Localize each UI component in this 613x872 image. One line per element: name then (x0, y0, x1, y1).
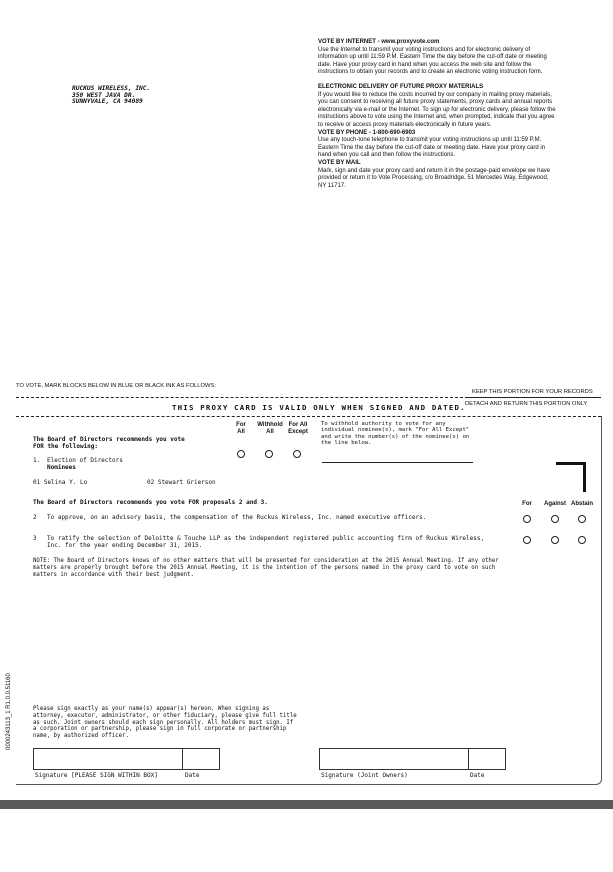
item2-number: 2 (33, 514, 37, 521)
item1-title: Election of Directors (47, 457, 123, 464)
address-line: RUCKUS WIRELESS, INC. (72, 85, 151, 92)
valid-notice: THIS PROXY CARD IS VALID ONLY WHEN SIGNED AND DATED. (172, 403, 466, 412)
board-rec-line: FOR the following: (33, 443, 99, 450)
company-address (72, 86, 150, 106)
joint-signature-box[interactable] (319, 748, 469, 770)
board-rec-line: The Board of Directors recommends you vote (33, 436, 185, 443)
edelivery-text: If you would like to reduce the costs incurred by our company in mailing proxy materials, you can consent to receiving all future proxy statements, proxy cards and annual reports electronically via e-mail or the Internet. To sign up for electronic delivery, please follow the instructions above to vote using the Internet and, when prompted, indicate that you agree to receive or access proxy materials electronically in future years. (318, 91, 556, 128)
board-recommendation-2: The Board of Directors recommends you vote FOR proposals 2 and 3. (33, 499, 268, 506)
item3-line: To ratify the selection of Deloitte & Touche LLP as the independent registered public accounting firm of Ruckus Wireless, (47, 535, 485, 542)
mail-heading: VOTE BY MAIL (318, 159, 361, 166)
address-line: 350 WEST JAVA DR. (72, 91, 136, 99)
item3-text (47, 535, 484, 549)
item3-against-checkbox[interactable] (551, 536, 559, 544)
item3-abstain-checkbox[interactable] (578, 536, 586, 544)
board-recommendation-1 (33, 436, 185, 450)
col-against: Against (543, 501, 566, 507)
internet-text: Use the Internet to transmit your voting instructions and for electronic delivery of information up until 11:59 P.M. Eastern Time the day before the cut-off date or meeting date. Have your proxy card in hand when you access the web site and follow the instructions to obtain your records and to create an electronic voting instruction form. (318, 46, 547, 76)
board-note: NOTE: The Board of Directors knows of no other matters that will be presented for consideration at the 2015 Annual Meeting. If any other matters are properly brought before the 2015 Annual Meeting, it is the intention of the persons named in the proxy card to vote on such matters in accordance with their best judgment. (33, 558, 499, 578)
joint-date-box[interactable] (468, 748, 506, 770)
detach-line-right (468, 397, 601, 398)
voting-instructions (318, 39, 558, 190)
item3-number: 3 (33, 535, 37, 542)
joint-date-label: Date (470, 772, 485, 779)
signature-box[interactable] (33, 748, 183, 770)
registration-mark (556, 462, 586, 492)
nominee-1: 01 Selina Y. Lo (33, 479, 88, 486)
internet-heading: VOTE BY INTERNET - www.proxyvote.com (318, 39, 440, 45)
page-bottom-bar (0, 800, 613, 809)
withhold-all-checkbox[interactable] (265, 450, 273, 458)
item3-for-checkbox[interactable] (523, 536, 531, 544)
col-for: For (522, 501, 532, 507)
phone-text: Use any touch-tone telephone to transmit your voting instructions up until 11:59 P.M. Eastern Time the day before the cut-off date or meeting date. Have your proxy card in hand when you call and then follow the instructions. (318, 137, 546, 159)
mail-text: Mark, sign and date your proxy card and return it in the postage-paid envelope we have provided or return it to Vote Processing, c/o Broadridge, 51 Mercedes Way, Edgewood, NY 11717. (318, 167, 551, 189)
for-all-except-checkbox[interactable] (293, 450, 301, 458)
exception-line[interactable] (322, 462, 473, 463)
col-withhold-all: Withhold All (257, 422, 283, 435)
signing-instructions: Please sign exactly as your name(s) appear(s) hereon. When signing as attorney, executor, administrator, or other fiduciary, please give full title as such. Joint owners should each sign personally. All holders must sign. If a corporation or partnership, please sign in full corporate or partnership name, by authorized officer. (33, 706, 297, 740)
address-line: SUNNYVALE, CA 94089 (72, 98, 143, 106)
keep-portion-label: KEEP THIS PORTION FOR YOUR RECORDS (472, 389, 593, 395)
edelivery-heading: ELECTRONIC DELIVERY OF FUTURE PROXY MATERIALS (318, 83, 484, 90)
phone-heading: VOTE BY PHONE - 1-800-690-6903 (318, 129, 416, 136)
date-box[interactable] (182, 748, 220, 770)
item2-abstain-checkbox[interactable] (578, 515, 586, 523)
item2-against-checkbox[interactable] (551, 515, 559, 523)
withhold-instruction: To withhold authority to vote for any individual nominee(s), mark "For All Except" and write the number(s) of the nominee(s) on the line below. (321, 421, 470, 447)
date-label: Date (185, 772, 200, 779)
item3-line: Inc. for the year ending December 31, 2015. (47, 542, 203, 549)
side-code: 0000243113_1 R1.0.0.51160 (6, 673, 12, 750)
to-vote-instruction: TO VOTE, MARK BLOCKS BELOW IN BLUE OR BLACK INK AS FOLLOWS: (16, 383, 216, 389)
col-for-all-except: For All Except (288, 422, 308, 435)
for-all-checkbox[interactable] (237, 450, 245, 458)
item2-for-checkbox[interactable] (523, 515, 531, 523)
item2-text: To approve, on an advisory basis, the compensation of the Ruckus Wireless, Inc. named executive officers. (47, 514, 427, 521)
col-for-all: For All (236, 422, 246, 435)
col-abstain: Abstain (570, 501, 593, 507)
signature-label: Signature [PLEASE SIGN WITHIN BOX] (35, 772, 158, 779)
item1-nominees-label: Nominees (47, 464, 76, 471)
nominee-2: 02 Stewart Grierson (147, 479, 216, 486)
item1-number: 1. (33, 457, 41, 464)
detach-portion-label: DETACH AND RETURN THIS PORTION ONLY (465, 401, 588, 407)
joint-signature-label: Signature (Joint Owners) (321, 772, 408, 779)
detach-line (16, 397, 468, 398)
